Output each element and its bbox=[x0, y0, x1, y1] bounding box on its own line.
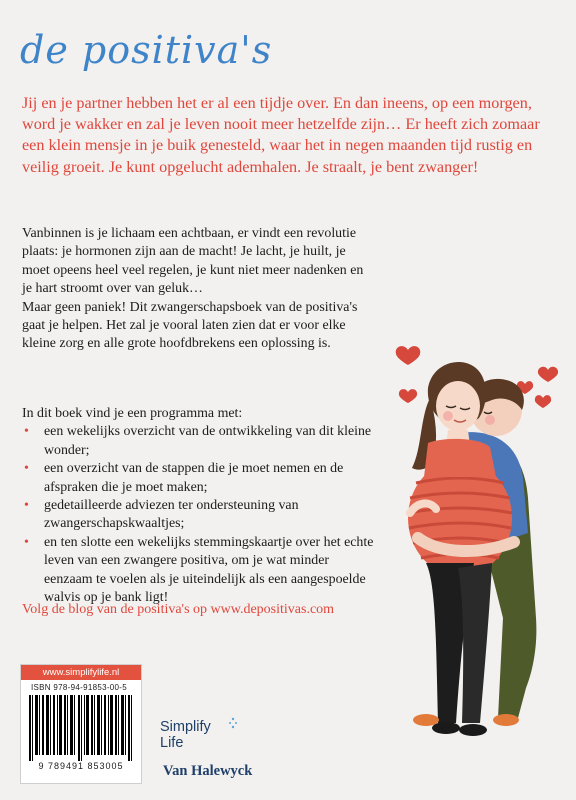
body-paragraph-2: Maar geen paniek! Dit zwangerschapsboek van de positiva's gaat je helpen. Het zal je vooral laten zien dat er voor elke kleine zorg en alle grote hoofdbrekens een oplossing is. bbox=[22, 299, 358, 352]
positivas-logo: de positiva's bbox=[20, 28, 273, 72]
list-item: • een wekelijks overzicht van de ontwikkeling van dit kleine wonder; bbox=[24, 424, 372, 458]
intro-paragraph: Jij en je partner hebben het er al een tijdje over. En dan ineens, op een morgen, word je wakker en zal je leven nooit meer hetzelfde zijn… Er heeft zich zomaar een klein mensje in je buik genesteld, waar het in negen maanden tijd rustig en veilig groeit. Je kunt opgelucht ademhalen. Je straalt, je bent zwanger! bbox=[22, 94, 540, 176]
list-item: • en ten slotte een wekelijks stemmingskaartje over het echte leven van een zwangere positiva, om je wat minder eenzaam te voelen als je uiteindelijk als een aangespoelde walvis op je bank ligt! bbox=[24, 534, 374, 606]
bullet-icon: • bbox=[24, 534, 29, 550]
blog-link-text: Volg de blog van de positiva's op www.depositivas.com bbox=[22, 602, 335, 617]
couple-illustration bbox=[388, 338, 568, 758]
list-item: • gedetailleerde adviezen ter ondersteuning van zwangerschapskwaaltjes; bbox=[24, 498, 299, 532]
bullet-icon: • bbox=[24, 424, 29, 440]
sparkle-icon bbox=[228, 717, 238, 731]
bullet-icon: • bbox=[24, 498, 29, 514]
bullet-icon: • bbox=[24, 461, 29, 477]
body-paragraph-1: Vanbinnen is je lichaam een achtbaan, er vindt een revolutie plaats: je hormonen zijn aan de macht! Je lacht, je huilt, je moet opeens heel veel regelen, je kunt niet meer nadenken en je hart stroomt over van geluk… bbox=[22, 226, 364, 297]
website-strip: www.simplifylife.nl bbox=[21, 665, 141, 680]
list-item: • een overzicht van de stappen die je moet nemen en de afspraken die je moet maken; bbox=[24, 461, 344, 495]
barcode-icon bbox=[29, 695, 133, 761]
program-list bbox=[22, 423, 377, 607]
barcode-number: 9 789491 853005 bbox=[38, 761, 124, 771]
logo-line-1: Simplify bbox=[160, 719, 211, 735]
logo-line-2: Life bbox=[160, 735, 184, 751]
barcode-box bbox=[20, 664, 142, 784]
body-text bbox=[22, 225, 367, 354]
publisher-name: Van Halewyck bbox=[163, 763, 253, 779]
isbn-text: ISBN 978-94-91853-00-5 bbox=[31, 683, 127, 692]
simplify-life-logo bbox=[160, 719, 211, 751]
program-lead: In dit boek vind je een programma met: bbox=[22, 406, 243, 421]
program-section bbox=[22, 405, 377, 607]
